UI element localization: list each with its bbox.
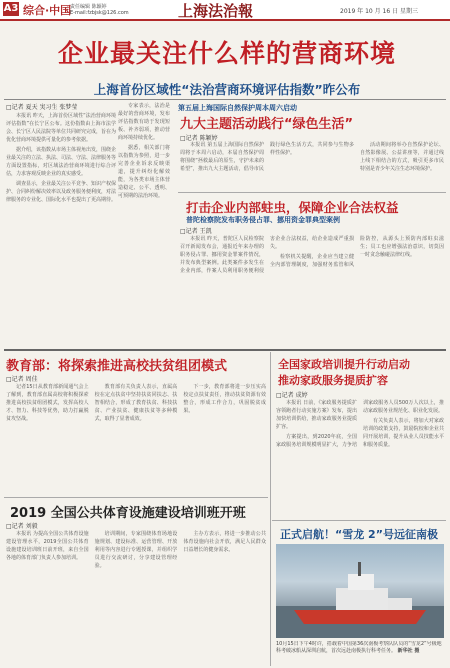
enterprise-body xyxy=(180,235,444,345)
green-title: 九大主题活动践行“绿色生活” xyxy=(180,117,354,132)
lead-body-col1 xyxy=(6,112,116,340)
newspaper-brand: 上海法治報 xyxy=(178,2,254,20)
paragraph: 培训期间，专家围绕体育场地设施规划、建设标准、运营管理、开放利用等内容进行专题授课，并组织学员进行交流研讨，分享建设管理经验。 xyxy=(94,531,178,569)
divider xyxy=(4,99,446,100)
paragraph: 有关负责人表示，将加大对家政培训的政策支持，鼓励院校和企业共同开展培训，提升从业人员技能水平和服务质量。 xyxy=(363,418,444,448)
divider xyxy=(178,192,446,193)
enterprise-byline: □记者 王凯 xyxy=(180,228,212,235)
paragraph: 主办方表示，将进一步推动公共体育设施向社会开放，满足人民群众日益增长的健身需求。 xyxy=(183,531,266,553)
issue-date: 2019 年 10 月 16 日 星期三 xyxy=(340,8,418,15)
snow-dragon-title: 正式启航！“雪龙 2”号远征南极 xyxy=(280,528,438,541)
paragraph: 下一步，教育部将进一步压实高校定点扶贫责任，推动扶贫资源有效整合，形成工作合力，巩固脱贫成果。 xyxy=(183,384,266,414)
poverty-body xyxy=(6,383,266,493)
enterprise-kicker: 普陀检察院发布职务侵占罪、挪用资金罪典型案例 xyxy=(186,216,340,224)
snow-dragon-photo xyxy=(276,544,444,638)
housekeeping-body xyxy=(276,399,444,517)
snow-dragon-caption xyxy=(276,641,444,667)
lead-byline: □记者 夏天 実习生 张梦莹 xyxy=(6,104,78,111)
green-body xyxy=(180,141,444,189)
section-name: 综合·中国 xyxy=(23,4,72,17)
divider xyxy=(4,349,446,351)
column-divider xyxy=(270,352,271,666)
housekeeping-title-2: 推动家政服务提质扩容 xyxy=(278,374,388,387)
paragraph: 据介绍，该指数从市场主体视角出发，围绕企业最关注的立法、执法、司法、守法、法律服务等方面设置指标，对区域法治营商环境进行综合评估，力求客观反映企业的真实感受。 xyxy=(6,147,116,177)
paragraph: 本报讯 第五届上海国际自然保护周将于本周六启动，本届自然保护周将围绕“拯救最后的原生，守护未来的希望”，推出九大主题活动，倡导市民践行绿色生活方式，共同参与生物多样性保护。 xyxy=(180,142,354,172)
sports-title: 2019 全国公共体育设施建设培训班开班 xyxy=(10,506,246,521)
paragraph: 专家表示，法治是最好的营商环境，发布评估指数有助于发现短板、补齐弱项，推动营商环境持续优化。 xyxy=(118,103,170,141)
paragraph: 本报讯 昨天，普陀区人民检察院召开新闻发布会，通报近年来办理的职务侵占罪、挪用资金罪案件情况，并发布典型案例。此类案件多发生在企业内部，作案人员利用职务便利侵害企业合法权益，给企业造成严重损失。 xyxy=(180,236,354,274)
editor-line: 责任编辑 陈颖婷 xyxy=(70,4,107,10)
housekeeping-byline: □记者 成婷 xyxy=(276,392,308,399)
paragraph: 本报讯 日前，《家政服务提质扩容领跑者行动实施方案》发布，提出加快培训供给，推动家政服务业提质扩容。 xyxy=(276,400,357,430)
section-marker: A3 xyxy=(3,3,19,14)
caption-text: 10月15日下午4时许，搭载着中国第36次南极考察队队员的“雪龙2”号极地科考破冰船从深圳启航，首次远赴南极执行科考任务。 xyxy=(276,641,442,654)
ship-icon xyxy=(276,544,444,638)
paragraph: 本报讯 昨天，上海首份区域性“法治营商环境评估指数”在长宁区公布。这份指数由上海市法学会、长宁区人民法院等单位共同研究完成，旨在为优化营商环境提供可量化的参考依据。 xyxy=(6,113,116,143)
paragraph: 检察机关提醒，企业应当建立健全内部管理制度，加强财务监管和风险防控，从源头上预防内部蛀虫滋生；员工也应增强法治意识，切莫因一时贪念触碰法律红线。 xyxy=(270,236,444,268)
poverty-title: 教育部：将探索推进高校扶贫组团模式 xyxy=(6,359,228,374)
paragraph: 活动期间将举办自然保护论坛、自然影像展、公益讲座等，并通过线上线下相结合的方式，吸引更多市民特别是青少年关注生态环境保护。 xyxy=(360,142,444,172)
paragraph: 记者15日从教育部新闻通气会上了解到，教育部直属高校将积极探索推进高校扶贫组团模式，发挥高校人才、智力、科技等优势，助力打赢脱贫攻坚战。 xyxy=(6,384,89,422)
lead-headline: 企业最关注什么样的营商环境 xyxy=(57,39,396,68)
paragraph: 调查显示，企业最关注公平竞争、知识产权保护、合同纠纷解决效率以及政务服务便利度，对法律服务的专业化、国际化水平也提出了更高期待。 xyxy=(6,181,116,203)
divider xyxy=(4,497,268,498)
lead-body-col2 xyxy=(118,102,170,340)
editor-email: E-mail:fzbjsk@126.com xyxy=(70,10,129,16)
divider xyxy=(272,520,446,521)
poverty-byline: □记者 周佳 xyxy=(6,376,38,383)
paragraph: 教育部有关负责人表示，直属高校在定点扶贫中坚持扶贫同扶志、扶智相结合，形成了教育扶贫、科技扶贫、产业扶贫、健康扶贫等多种模式，取得了显著成效。 xyxy=(94,384,178,422)
paragraph: 本报讯 为提高全国公共体育设施建设管理水平，2019全国公共体育设施建设培训班日前开班，来自全国各地的体育部门负责人参加培训。 xyxy=(6,531,89,561)
lead-subhead: 上海首份区域性“法治营商环境评估指数”昨公布 xyxy=(93,82,361,97)
paragraph: 据悉，相关部门将以指数为参照，进一步完善企业诉求反映渠道，提升纠纷化解效能，为各类市场主体营造稳定、公平、透明、可预期的法治环境。 xyxy=(118,145,170,199)
green-byline: □记者 陈颖婷 xyxy=(180,135,218,142)
enterprise-title: 打击企业内部蛀虫，保障企业合法权益 xyxy=(186,200,399,215)
paragraph: 方案提出，到2020年底，全国家政服务培训规模明显扩大，力争培训家政服务人员500万人次以上，推动家政服务业规范化、职业化发展。 xyxy=(276,400,444,448)
green-kicker: 第五届上海国际自然保护周本周六启动 xyxy=(178,104,297,112)
sports-byline: □记者 刘毅 xyxy=(6,523,38,530)
sports-body xyxy=(6,530,266,664)
photo-credit: 新华社 摄 xyxy=(397,648,420,654)
housekeeping-title-1: 全国家政培训提升行动启动 xyxy=(278,358,410,371)
